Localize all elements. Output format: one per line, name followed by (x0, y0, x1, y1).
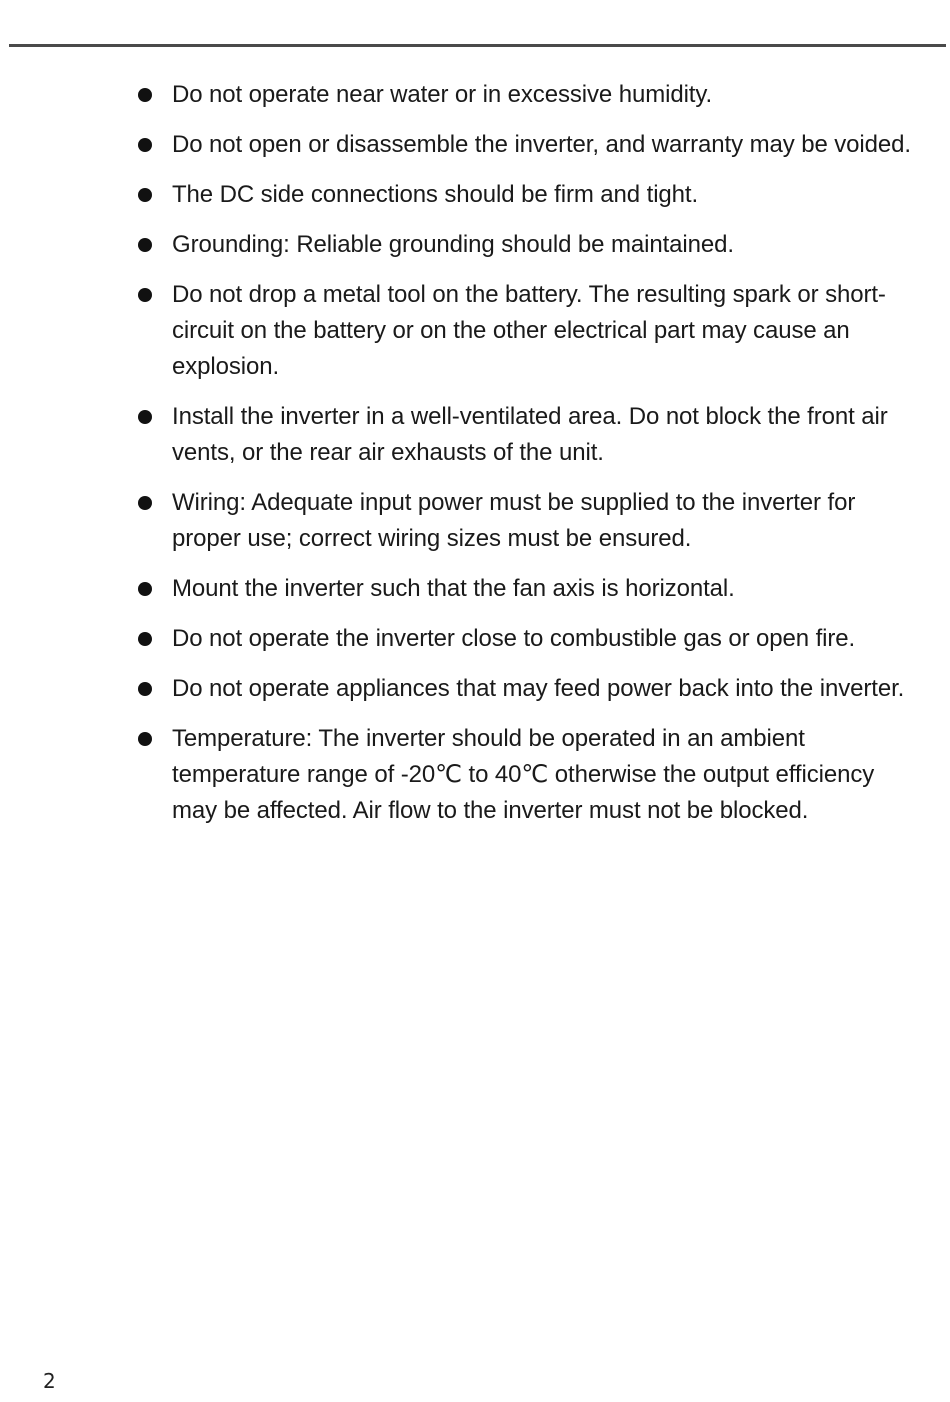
list-item-text: Do not drop a metal tool on the battery. The resulting spark or short-circuit on the battery or on the other electrical part may cause an explosion. (172, 281, 886, 380)
list-item (0, 671, 950, 707)
list-item (0, 571, 950, 607)
list-item-text: Grounding: Reliable grounding should be maintained. (172, 231, 734, 258)
list-item (0, 77, 950, 113)
list-item (0, 127, 950, 163)
bullet-icon (138, 732, 152, 746)
list-item-text: The DC side connections should be firm and tight. (172, 181, 699, 208)
bullet-icon (138, 632, 152, 646)
bullet-icon (138, 138, 152, 152)
bullet-icon (138, 288, 152, 302)
list-item-text: Do not open or disassemble the inverter, and warranty may be voided. (172, 131, 911, 158)
list-item (0, 227, 950, 263)
header-rule (9, 44, 946, 47)
bullet-icon (138, 582, 152, 596)
list-item (0, 621, 950, 657)
page-number: 2 (43, 1369, 56, 1393)
list-item (0, 721, 950, 829)
bullet-icon (138, 238, 152, 252)
bullet-icon (138, 88, 152, 102)
list-item-text: Do not operate the inverter close to combustible gas or open fire. (172, 625, 856, 652)
bullet-icon (138, 188, 152, 202)
list-item (0, 177, 950, 213)
bullet-icon (138, 410, 152, 424)
list-item-text: Temperature: The inverter should be operated in an ambient temperature range of -20℃ to 40℃ otherwise the output efficiency may be affected. Air flow to the inverter must not be blocked. (172, 725, 875, 824)
bullet-icon (138, 682, 152, 696)
list-item-text: Install the inverter in a well-ventilated area. Do not block the front air vents, or the rear air exhausts of the unit. (172, 403, 888, 466)
bullet-icon (138, 496, 152, 510)
list-item-text: Do not operate appliances that may feed power back into the inverter. (172, 675, 905, 702)
list-item (0, 277, 950, 385)
safety-precautions-list (0, 77, 950, 843)
list-item-text: Do not operate near water or in excessive humidity. (172, 81, 713, 108)
list-item (0, 399, 950, 471)
list-item (0, 485, 950, 557)
list-item-text: Mount the inverter such that the fan axis is horizontal. (172, 575, 735, 602)
list-item-text: Wiring: Adequate input power must be supplied to the inverter for proper use; correct wiring sizes must be ensured. (172, 489, 856, 552)
